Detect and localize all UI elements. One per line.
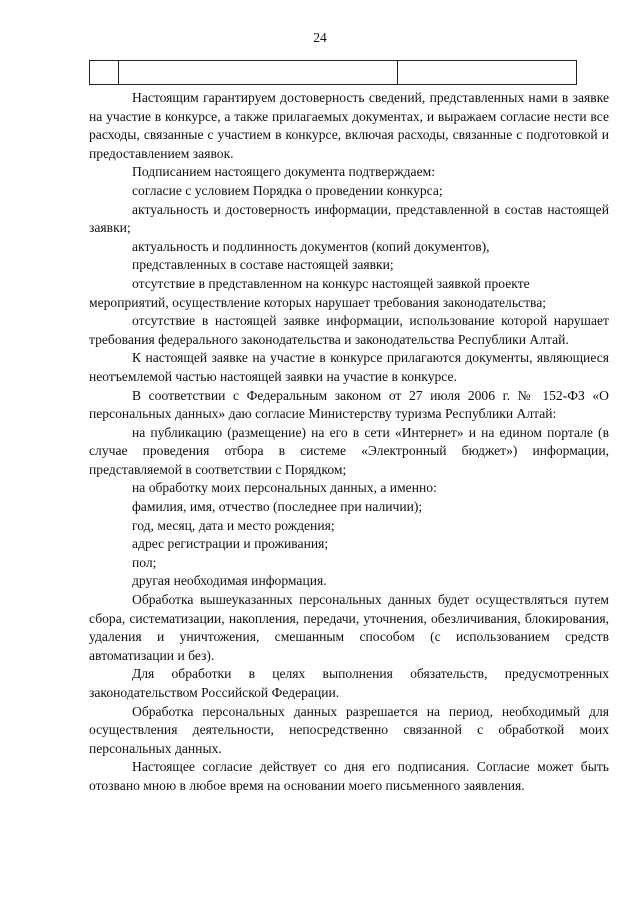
paragraph-validity: Настоящее согласие действует со дня его подписания. Согласие может быть отозвано мною в любое время на основании моего письменного заявления. [89, 759, 609, 793]
paragraph-period: Обработка персональных данных разрешается на период, необходимый для осуществления деятельности, непосредственно связанной с обработкой моих персональных данных. [89, 703, 609, 756]
list-item: на публикацию (размещение) на его в сети «Интернет» и на едином портале (в случае проведения отбора в системе «Электронный бюджет») информации, представляемой в соответствии с Порядком; [89, 424, 609, 477]
paragraph-processing: Обработка вышеуказанных персональных данных будет осуществляться путем сбора, систематизации, накопления, передачи, уточнения, обезличивания, блокирования, удаления и уничтожения, смешанным способом (с использованием средств автоматизации и без). [89, 592, 609, 663]
list-item: отсутствие в представленном на конкурс настоящей заявкой проекте [132, 275, 530, 291]
list-item: пол; [132, 554, 157, 570]
paragraph-confirm-intro: Подписанием настоящего документа подтверждаем: [132, 164, 435, 180]
list-item: год, месяц, дата и место рождения; [132, 517, 335, 533]
table-cell-number [90, 61, 119, 84]
table-cell-value [398, 61, 576, 84]
list-item: актуальность и достоверность информации, представленной в состав настоящей заявки; [89, 201, 609, 236]
table-cell-name [119, 61, 398, 84]
document-body [89, 89, 609, 796]
list-item: актуальность и подлинность документов (копий документов), [132, 238, 490, 254]
page-number: 24 [313, 30, 327, 45]
form-table-row [89, 60, 577, 85]
paragraph-consent-law: В соответствии с Федеральным законом от 27 июля 2006 г. № 152-ФЗ «О персональных данных» даю согласие Министерству туризма Республики Алтай: [89, 387, 609, 422]
list-item: фамилия, имя, отчество (последнее при наличии); [132, 499, 423, 515]
list-item: на обработку моих персональных данных, а именно: [132, 480, 437, 496]
list-item: отсутствие в настоящей заявке информации, использование которой нарушает требования федерального законодательства и законодательства Республики Алтай. [89, 313, 609, 347]
paragraph-purpose: Для обработки в целях выполнения обязательств, предусмотренных законодательством Российской Федерации. [89, 666, 609, 700]
paragraph-attachments: К настоящей заявке на участие в конкурсе прилагаются документы, являющиеся неотъемлемой частью настоящей заявки на участие в конкурсе. [89, 350, 609, 384]
list-item: мероприятий, осуществление которых нарушает требования законодательства; [89, 294, 547, 310]
paragraph-guarantee: Настоящим гарантируем достоверность сведений, представленных нами в заявке на участие в конкурсе, а также прилагаемых документах, и выражаем согласие нести все расходы, связанные с участием в конкурсе, включая расходы, связанные с подготовкой и предоставлением заявок. [89, 90, 609, 161]
list-item: другая необходимая информация. [132, 573, 327, 589]
list-item: согласие с условием Порядка о проведении конкурса; [132, 182, 443, 198]
list-item: представленных в составе настоящей заявки; [132, 257, 394, 273]
list-item: адрес регистрации и проживания; [132, 536, 329, 552]
